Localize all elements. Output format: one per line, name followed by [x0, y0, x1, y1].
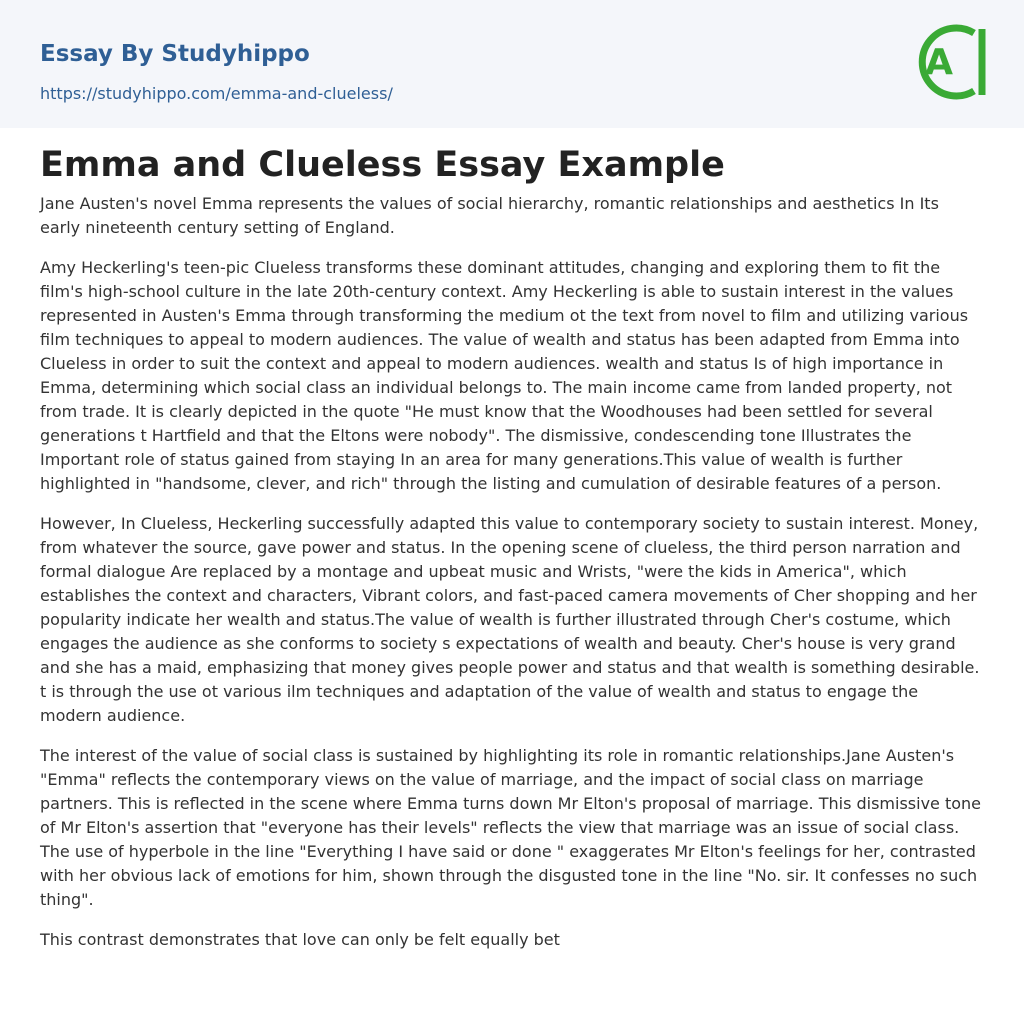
- paragraph-5: This contrast demonstrates that love can only be felt equally bet: [40, 930, 560, 949]
- paragraph-2: Amy Heckerling's teen-pic Clueless transforms these dominant attitudes, changing and exploring them to fit the film's high-school culture in the late 20th-century context. Amy Heckerling is able to sustain interest in the values represented in Austen's Emma through transforming the medium ot the text from novel to film and utilizing various film techniques to appeal to modern audiences. The value of wealth and status has been adapted from Emma into Clueless in order to suit the context and appeal to modern audiences. wealth and status Is of high importance in Emma, determining which social class an individual belongs to. The main income came from landed property, not from trade. It is clearly depicted in the quote "He must know that the Woodhouses had been settled for several generations t Hartfield and that the Eltons were nobody". The dismissive, condescending tone Illustrates the Important role of status gained from staying In an area for many generations.This value of wealth is further highlighted in "handsome, clever, and rich" through the listing and cumulation of desirable features of a person.: [40, 258, 969, 493]
- article: [0, 128, 1024, 952]
- site-header: [0, 0, 1024, 128]
- article-body: [40, 192, 984, 952]
- site-brand[interactable]: Essay By Studyhippo: [40, 41, 310, 67]
- paragraph-3: However, In Clueless, Heckerling successfully adapted this value to contemporary society to sustain interest. Money, from whatever the source, gave power and status. In the opening scene of clueless, the third person narration and formal dialogue Are replaced by a montage and upbeat music and Wrists, "were the kids in America", which establishes the context and characters, Vibrant colors, and fast-paced camera movements of Cher shopping and her popularity indicate her wealth and status.The value of wealth is further illustrated through Cher's costume, which engages the audience as she conforms to society s expectations of wealth and beauty. Cher's house is very grand and she has a maid, emphasizing that money gives people power and status and that wealth is something desirable. t is through the use ot various ilm techniques and adaptation of the value of wealth and status to engage the modern audience.: [40, 514, 980, 725]
- paragraph-4: The interest of the value of social class is sustained by highlighting its role in romantic relationships.Jane Austen's "Emma" reflects the contemporary views on the value of marriage, and the impact of social class on marriage partners. This is reflected in the scene where Emma turns down Mr Elton's proposal of marriage. This dismissive tone of Mr Elton's assertion that "everyone has their levels" reflects the view that marriage was an issue of social class. The use of hyperbole in the line "Everything I have said or done " exaggerates Mr Elton's feelings for her, contrasted with her obvious lack of emotions for him, shown through the disgusted tone in the line "No. sir. It confesses no such thing".: [40, 746, 982, 909]
- paragraph-1: Jane Austen's novel Emma represents the values of social hierarchy, romantic relationships and aesthetics In Its early nineteenth century setting of England.: [40, 194, 939, 237]
- logo-letter: A: [925, 42, 953, 83]
- studyhippo-logo-icon[interactable]: [912, 19, 988, 105]
- page-url-link[interactable]: https://studyhippo.com/emma-and-clueless/: [40, 84, 393, 103]
- article-title: Emma and Clueless Essay Example: [40, 145, 725, 185]
